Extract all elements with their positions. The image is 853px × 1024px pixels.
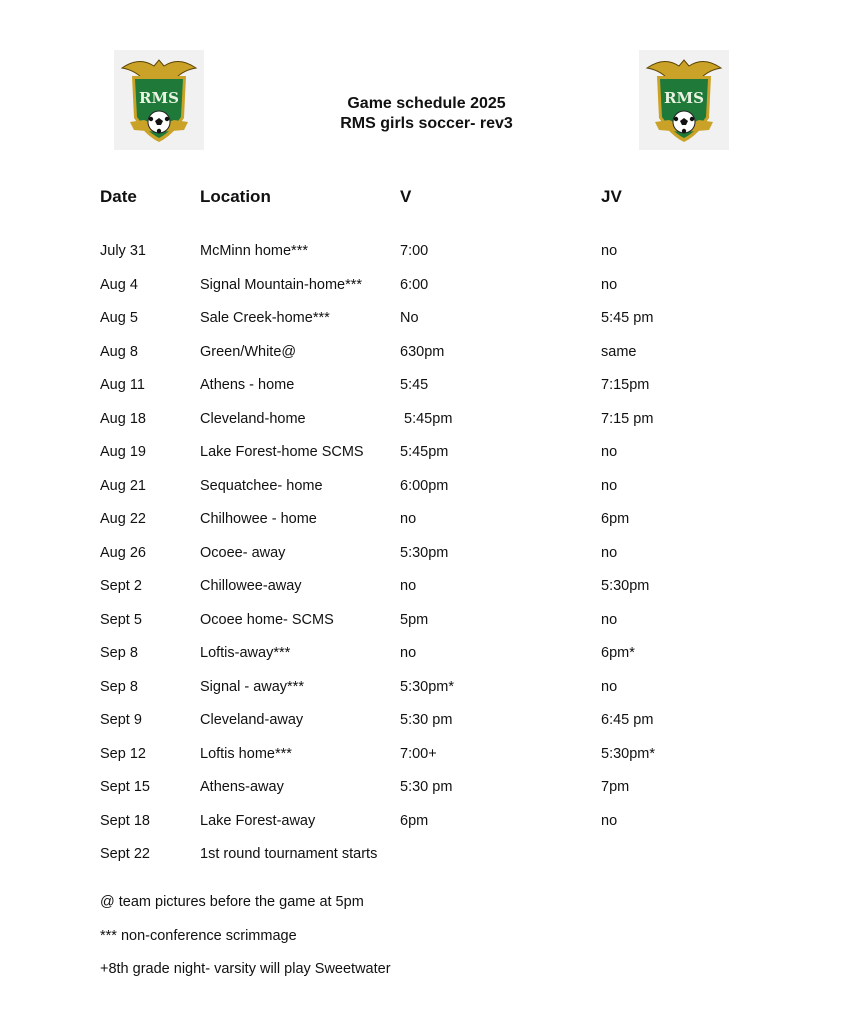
cell-varsity: 5:45pm <box>400 410 453 427</box>
table-row <box>0 645 853 665</box>
cell-location: Chillowee-away <box>200 578 302 594</box>
cell-jv: no <box>601 444 618 460</box>
cell-varsity: 7:00+ <box>400 745 437 762</box>
table-row <box>0 612 853 632</box>
cell-location: Lake Forest-away <box>200 812 316 829</box>
cell-location: Cleveland-home <box>200 410 306 427</box>
cell-jv: no <box>601 812 618 829</box>
column-header-location: Location <box>200 187 271 206</box>
cell-varsity: no <box>400 645 417 661</box>
cell-location: Loftis home*** <box>200 745 292 762</box>
title-line-1: Game schedule 2025 <box>347 95 506 112</box>
cell-jv: 6pm* <box>601 645 635 661</box>
cell-jv: no <box>601 243 618 259</box>
cell-jv: no <box>601 477 618 494</box>
table-row <box>0 511 853 531</box>
cell-location: Chilhowee - home <box>200 511 317 527</box>
table-row <box>0 578 853 598</box>
table-row <box>0 277 853 297</box>
note-pictures: @ team pictures before the game at 5pm <box>100 894 364 910</box>
cell-location: Ocoee- away <box>200 544 286 561</box>
cell-jv: same <box>601 343 637 360</box>
cell-jv: 6pm <box>601 511 630 527</box>
cell-location: Signal Mountain-home*** <box>200 276 363 293</box>
note-8th-grade: +8th grade night- varsity will play Sweetwater <box>100 961 391 977</box>
document-title <box>0 94 853 134</box>
cell-date: Sep 8 <box>100 645 138 661</box>
table-row <box>0 344 853 364</box>
cell-location: Sale Creek-home*** <box>200 310 330 326</box>
cell-varsity: no <box>400 511 417 527</box>
cell-date: Aug 4 <box>100 276 138 293</box>
cell-date: Sept 2 <box>100 578 142 594</box>
cell-location: Green/White@ <box>200 343 297 360</box>
table-row <box>0 478 853 498</box>
cell-location: Athens - home <box>200 377 295 393</box>
cell-location: Signal - away*** <box>200 678 304 695</box>
column-header-varsity: V <box>400 187 412 206</box>
note-scrimmage: *** non-conference scrimmage <box>100 928 297 944</box>
cell-jv: no <box>601 544 618 561</box>
title-line-2: RMS girls soccer- rev3 <box>340 115 513 132</box>
table-row <box>0 411 853 431</box>
table-row <box>0 813 853 833</box>
cell-location: 1st round tournament starts <box>200 846 378 862</box>
column-header-jv: JV <box>601 187 622 206</box>
cell-jv: 5:30pm <box>601 578 650 594</box>
cell-varsity: No <box>400 310 419 326</box>
cell-date: Aug 21 <box>100 477 146 494</box>
cell-jv: no <box>601 611 618 628</box>
cell-varsity: no <box>400 578 417 594</box>
cell-location: Lake Forest-home SCMS <box>200 444 364 460</box>
column-header-date: Date <box>100 187 137 206</box>
cell-date: Sep 12 <box>100 745 146 762</box>
cell-location: Ocoee home- SCMS <box>200 611 334 628</box>
cell-date: Sept 18 <box>100 812 150 829</box>
cell-jv: 5:30pm* <box>601 745 656 762</box>
cell-varsity: 5:30 pm <box>400 712 453 728</box>
table-row <box>0 846 853 866</box>
cell-varsity: 5:30pm* <box>400 678 455 695</box>
table-row <box>0 310 853 330</box>
cell-varsity: 6pm <box>400 812 429 829</box>
cell-date: Aug 18 <box>100 410 146 427</box>
cell-date: Sept 5 <box>100 611 142 628</box>
cell-date: Aug 5 <box>100 310 138 326</box>
cell-location: Athens-away <box>200 779 284 795</box>
cell-jv: no <box>601 678 618 695</box>
cell-date: Sept 22 <box>100 846 150 862</box>
table-row <box>0 779 853 799</box>
cell-location: Sequatchee- home <box>200 477 323 494</box>
table-row <box>0 243 853 263</box>
table-row <box>0 746 853 766</box>
cell-date: Sep 8 <box>100 678 138 695</box>
svg-text:RMS: RMS <box>664 89 704 107</box>
cell-jv: 6:45 pm <box>601 712 654 728</box>
cell-varsity: 5pm <box>400 611 429 628</box>
cell-jv: 5:45 pm <box>601 310 654 326</box>
cell-varsity: 5:30pm <box>400 544 449 561</box>
cell-location: Cleveland-away <box>200 712 304 728</box>
cell-jv: 7:15pm <box>601 377 650 393</box>
cell-varsity: 6:00 <box>400 276 429 293</box>
cell-date: Aug 11 <box>100 377 145 393</box>
cell-jv: 7:15 pm <box>601 410 654 427</box>
table-row <box>0 712 853 732</box>
cell-location: McMinn home*** <box>200 243 308 259</box>
cell-jv: no <box>601 276 618 293</box>
table-row <box>0 377 853 397</box>
cell-varsity: 5:45 <box>400 377 429 393</box>
cell-date: Aug 8 <box>100 343 138 360</box>
svg-text:RMS: RMS <box>139 89 179 107</box>
cell-location: Loftis-away*** <box>200 645 291 661</box>
cell-varsity: 6:00pm <box>400 477 449 494</box>
cell-varsity: 630pm <box>400 343 445 360</box>
table-row <box>0 679 853 699</box>
cell-date: Aug 22 <box>100 511 146 527</box>
cell-date: Aug 19 <box>100 444 146 460</box>
cell-date: Sept 15 <box>100 779 150 795</box>
table-row <box>0 444 853 464</box>
cell-varsity: 5:45pm <box>400 444 449 460</box>
cell-varsity: 7:00 <box>400 243 429 259</box>
cell-jv: 7pm <box>601 779 630 795</box>
cell-date: Aug 26 <box>100 544 146 561</box>
cell-varsity: 5:30 pm <box>400 779 453 795</box>
cell-date: Sept 9 <box>100 712 142 728</box>
table-row <box>0 545 853 565</box>
cell-date: July 31 <box>100 243 146 259</box>
